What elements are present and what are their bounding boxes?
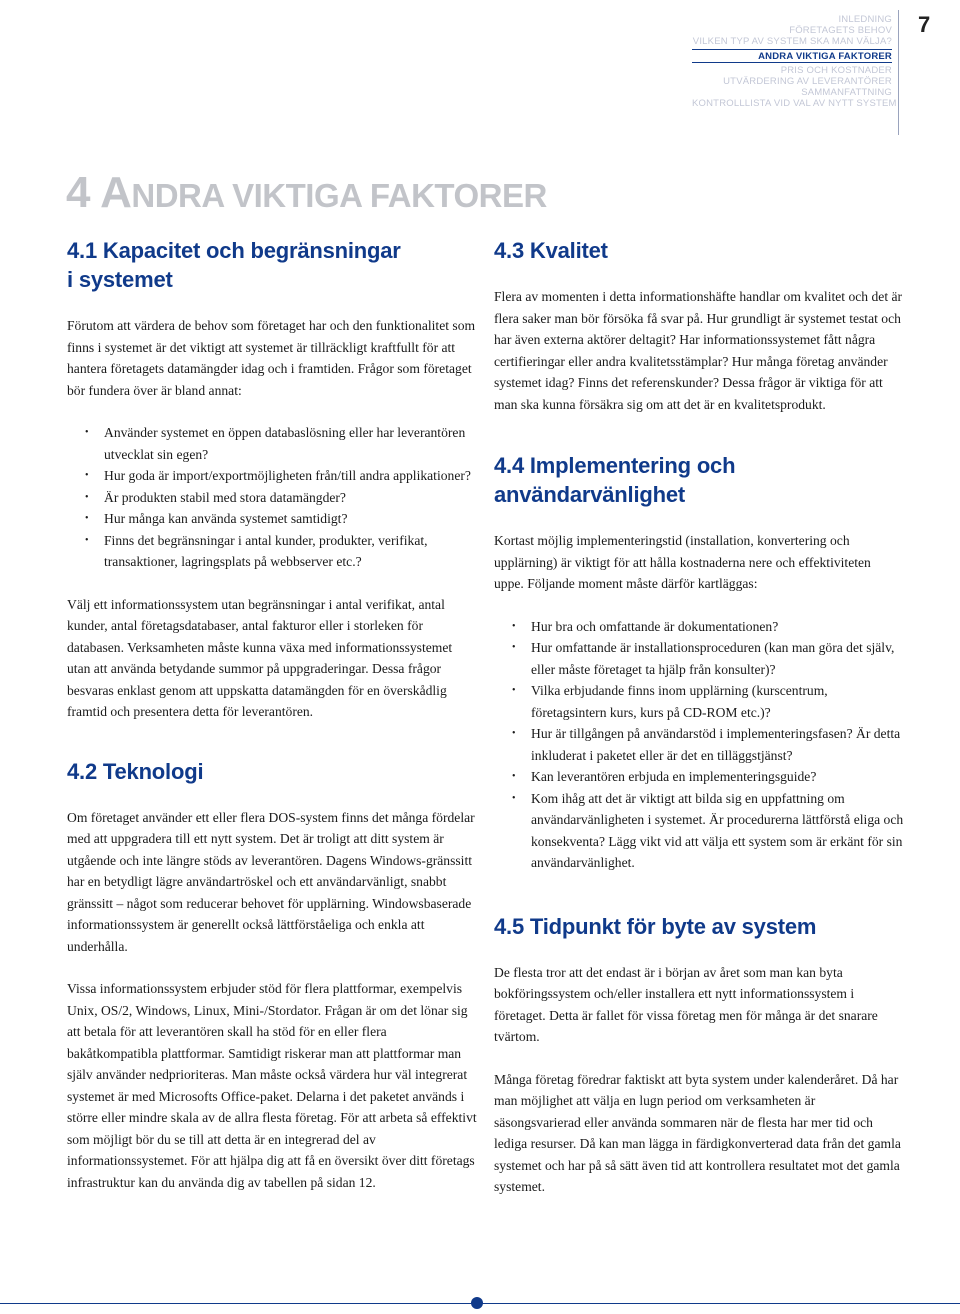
list-item: • Hur bra och omfattande är dokumentationen? [494, 616, 904, 638]
section-4-3-paragraph: Flera av momenten i detta informationshäfte handlar om kvalitet och det är flera saker man bör försöka få svar på. Hur grundligt är systemet testat och har även externa aktörer deltagit? Har informationssystemet fått några certifieringar eller andra kvalitetsstämplar? Hur många företag använder systemet idag? Finns det referenskunder? Dessa frågor är viktiga för att man ska kunna försäkra sig om att det är en kvalitetsprodukt. [494, 289, 903, 412]
list-item: • Hur omfattande är installationsproceduren (kan man göra det själv, eller måste företaget ta hjälp från konsulter)? [494, 637, 904, 680]
list-item: • Hur många kan använda systemet samtidigt? [67, 508, 477, 530]
section-4-4-checklist [494, 616, 904, 874]
section-4-4-heading [494, 451, 904, 509]
list-item: • Hur är tillgången på användarstöd i implementeringsfasen? Är detta inkluderat i paketet eller är det en tilläggstjänst? [494, 723, 904, 766]
left-column [67, 236, 477, 1214]
section-4-1-heading [67, 236, 477, 294]
chapter-number: 4 [66, 168, 90, 217]
list-item: • Är produkten stabil med stora datamängder? [67, 487, 477, 509]
list-item: • Kom ihåg att det är viktigt att bilda sig en uppfattning om användarvänligheten i systemet. Är procedurerna lättförstå eliga och konsekventa? Lägg vikt vid att välja ett system som är erkänt för sin användarvänlighet. [494, 788, 904, 874]
section-4-1-heading-line2: i systemet [67, 267, 173, 292]
section-4-2-paragraph-2: Vissa informationssystem erbjuder stöd för flera plattformar, exempelvis Unix, OS/2, Windows, Linux, Mini-/Stordator. Frågan är om det lönar sig att betala för att leverantören skall ha stöd för en eller flera bakåtkompatibla plattformar. Samtidigt riskerar man att plattformar man själv använder nedprioriteras. Man måste också värdera hur väl integrerat systemet är med Microsofts Office-paket. Delarna i det paketet används i större eller mindre skala av de allra flesta företag. För att arbeta så effektivt som möjligt bör du se till att detta är en integrerad del av informationssystemet. För att hjälpa dig att få en översikt över ditt företags infrastruktur kan du använda dig av tabellen på sidan 12. [67, 981, 477, 1190]
section-4-2-heading: 4.2 Teknologi [67, 758, 204, 784]
section-4-5-paragraph-2: Många företag föredrar faktiskt att byta system under kalenderåret. Då har man möjlighet att välja en lugn period om verksamheten är säsongsvarierad eller använda sommaren när de flesta har mer tid och lediga resurser. Då kan man lägga in färdigkonverterad data från det gamla systemet och har på så sätt även tid att kontrollera resultatet mot det gamla systemet. [494, 1071, 901, 1194]
nav-item-inledning[interactable]: INLEDNING [838, 14, 892, 25]
chapter-initial: A [100, 168, 132, 217]
nav-item-sammanfattning[interactable]: SAMMANFATTNING [801, 87, 892, 98]
section-4-4-heading-line2: användarvänlighet [494, 482, 685, 507]
list-item: • Vilka erbjudande finns inom upplärning (kurscentrum, företagsintern kurs, kurs på CD-ROM etc.)? [494, 680, 904, 723]
chapter-title-rest: NDRA VIKTIGA FAKTORER [131, 177, 547, 214]
section-4-1-outro: Välj ett informationssystem utan begränsningar i antal verifikat, antal kunder, antal företagsdatabaser, antal fakturor eller i storleken för databasen. Verksamheten måste kunna växa med informationssystemet utan att använda betydande summor på uppgraderingar. Dessa frågor besvaras enklast genom att uppskatta datamängden för en överskådlig framtid och presentera detta för leverantören. [67, 596, 453, 719]
list-item: • Använder systemet en öppen databaslösning eller har leverantören utvecklat sin egen? [67, 422, 477, 465]
chapter-title [66, 168, 547, 218]
section-4-3-heading: 4.3 Kvalitet [494, 238, 608, 263]
list-item: • Finns det begränsningar i antal kunder, produkter, verifikat, transaktioner, lagringsplats på webbserver etc.? [67, 530, 477, 573]
section-4-2-paragraph-1: Om företaget använder ett eller flera DOS-system finns det många fördelar med att uppgradera till ett nytt system. Det är troligt att ditt system är utgående och inte längre stöds av leverantören. Dagens Windows-gränssitt har en betydligt lägre användartröskel och ett användarvänligt, snabbt gränssitt – något som reducerar behovet för upplärning. Windowsbaserade informationssystem är generellt också lättförståeliga och enkla att underhålla. [67, 809, 475, 954]
nav-item-vilken-typ-av-system[interactable]: VILKEN TYP AV SYSTEM SKA MAN VÄLJA? [692, 36, 892, 47]
section-4-4-paragraph: Kortast möjlig implementeringstid (installation, konvertering och upplärning) är viktigt för att hålla kostnaderna nere och effektiviteten uppe. Följande moment måste därför kartläggas: [494, 533, 871, 591]
section-4-5-heading: 4.5 Tidpunkt för byte av system [494, 913, 817, 939]
section-4-4-heading-line1: 4.4 Implementering och [494, 453, 736, 478]
section-navigation [692, 14, 897, 109]
section-4-1-question-list [67, 422, 477, 573]
nav-item-kontrolllista[interactable]: KONTROLLLISTA VID VAL AV NYTT SYSTEM [692, 98, 897, 109]
section-4-1-intro: Förutom att värdera de behov som företaget har och den funktionalitet som finns i systemet är det viktigt att systemet är tillräckligt kraftfullt för att hantera företagets datamängder idag och i framtiden. Frågor som företaget bör fundera över är bland annat: [67, 318, 476, 398]
nav-item-andra-viktiga-faktorer[interactable]: ANDRA VIKTIGA FAKTORER [692, 49, 892, 63]
section-4-1-heading-line1: 4.1 Kapacitet och begränsningar [67, 238, 401, 263]
right-column [494, 236, 904, 1219]
nav-item-utvardering-av-leverantorer[interactable]: UTVÄRDERING AV LEVERANTÖRER [723, 76, 892, 87]
footer-dot-icon [471, 1297, 483, 1309]
list-item: • Kan leverantören erbjuda en implementeringsguide? [494, 766, 904, 788]
nav-item-pris-och-kostnader[interactable]: PRIS OCH KOSTNADER [780, 65, 892, 76]
section-4-5-paragraph-1: De flesta tror att det endast är i början av året som man kan byta bokföringssystem och/eller installera ett nytt informationssystem i företaget. Detta är fallet för vissa företag men för många är det snarare tvärtom. [494, 964, 878, 1044]
nav-item-foretagets-behov[interactable]: FÖRETAGETS BEHOV [789, 25, 892, 36]
page-number: 7 [918, 12, 931, 37]
nav-divider [898, 10, 899, 135]
list-item: • Hur goda är import/exportmöjligheten från/till andra applikationer? [67, 465, 477, 487]
